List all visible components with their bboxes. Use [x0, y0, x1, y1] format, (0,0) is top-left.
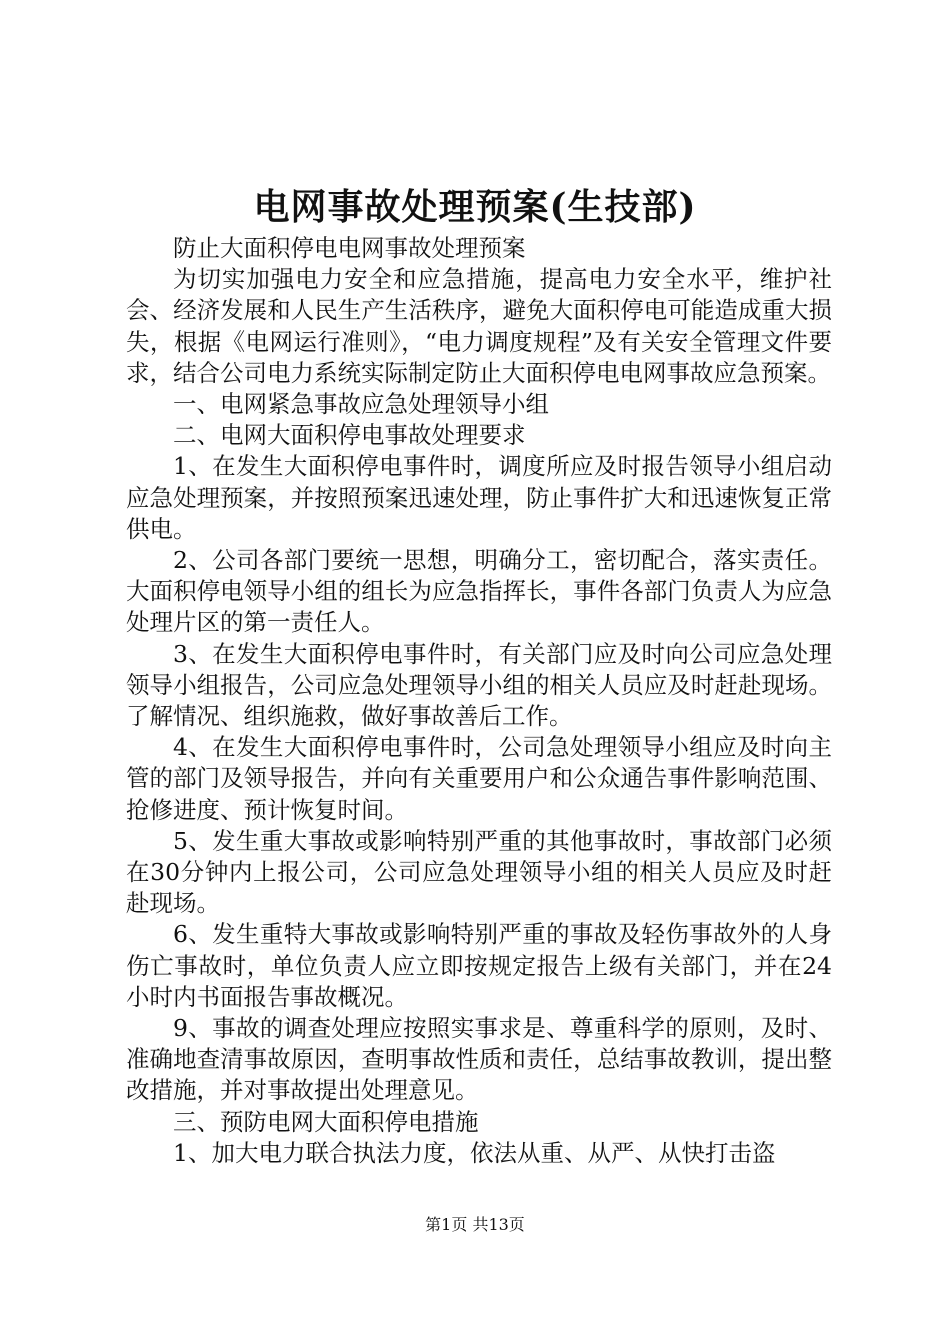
- page-footer: 第1页 共13页: [425, 1215, 525, 1234]
- paragraph-item-5: 5、发生重大事故或影响特别严重的其他事故时，事故部门必须在30分钟内上报公司，公司应急处理领导小组的相关人员应及时赶赴现场。: [126, 826, 832, 918]
- paragraph-measure-1: 1、加大电力联合执法力度，依法从重、从严、从快打击盗: [173, 1138, 776, 1167]
- paragraph-intro: 为切实加强电力安全和应急措施，提高电力安全水平，维护社会、经济发展和人民生产生活秩序，避免大面积停电可能造成重大损失，根据《电网运行准则》，“电力调度规程”及有关安全管理文件要求，结合公司电力系统实际制定防止大面积停电电网事故应急预案。: [126, 265, 832, 387]
- paragraph-item-3: 3、在发生大面积停电事件时，有关部门应及时向公司应急处理领导小组报告，公司应急处理领导小组的相关人员应及时赶赴现场。了解情况、组织施救，做好事故善后工作。: [126, 639, 832, 731]
- paragraph-item-1: 1、在发生大面积停电事件时，调度所应及时报告领导小组启动应急处理预案，并按照预案迅速处理，防止事件扩大和迅速恢复正常供电。: [126, 452, 832, 543]
- paragraph-subtitle: 防止大面积停电电网事故处理预案: [173, 234, 526, 262]
- document-title: 电网事故处理预案(生技部): [253, 186, 697, 228]
- paragraph-item-9: 9、事故的调查处理应按照实事求是、尊重科学的原则，及时、准确地查清事故原因，查明事故性质和责任，总结事故教训，提出整改措施，并对事故提出处理意见。: [126, 1014, 832, 1105]
- document-body: [126, 233, 832, 1169]
- paragraph-item-6: 6、发生重特大事故或影响特别严重的事故及轻伤事故外的人身伤亡事故时，单位负责人应立即按规定报告上级有关部门，并在24小时内书面报告事故概况。: [126, 920, 832, 1011]
- section-heading-2: 二、电网大面积停电事故处理要求: [173, 421, 526, 450]
- section-heading-3: 三、预防电网大面积停电措施: [173, 1107, 479, 1136]
- section-heading-1: 一、电网紧急事故应急处理领导小组: [173, 390, 549, 419]
- paragraph-item-4: 4、在发生大面积停电事件时，公司急处理领导小组应及时向主管的部门及领导报告，并向有关重要用户和公众通告事件影响范围、抢修进度、预计恢复时间。: [126, 733, 832, 824]
- paragraph-item-2: 2、公司各部门要统一思想，明确分工，密切配合，落实责任。大面积停电领导小组的组长为应急指挥长，事件各部门负责人为应急处理片区的第一责任人。: [126, 546, 832, 637]
